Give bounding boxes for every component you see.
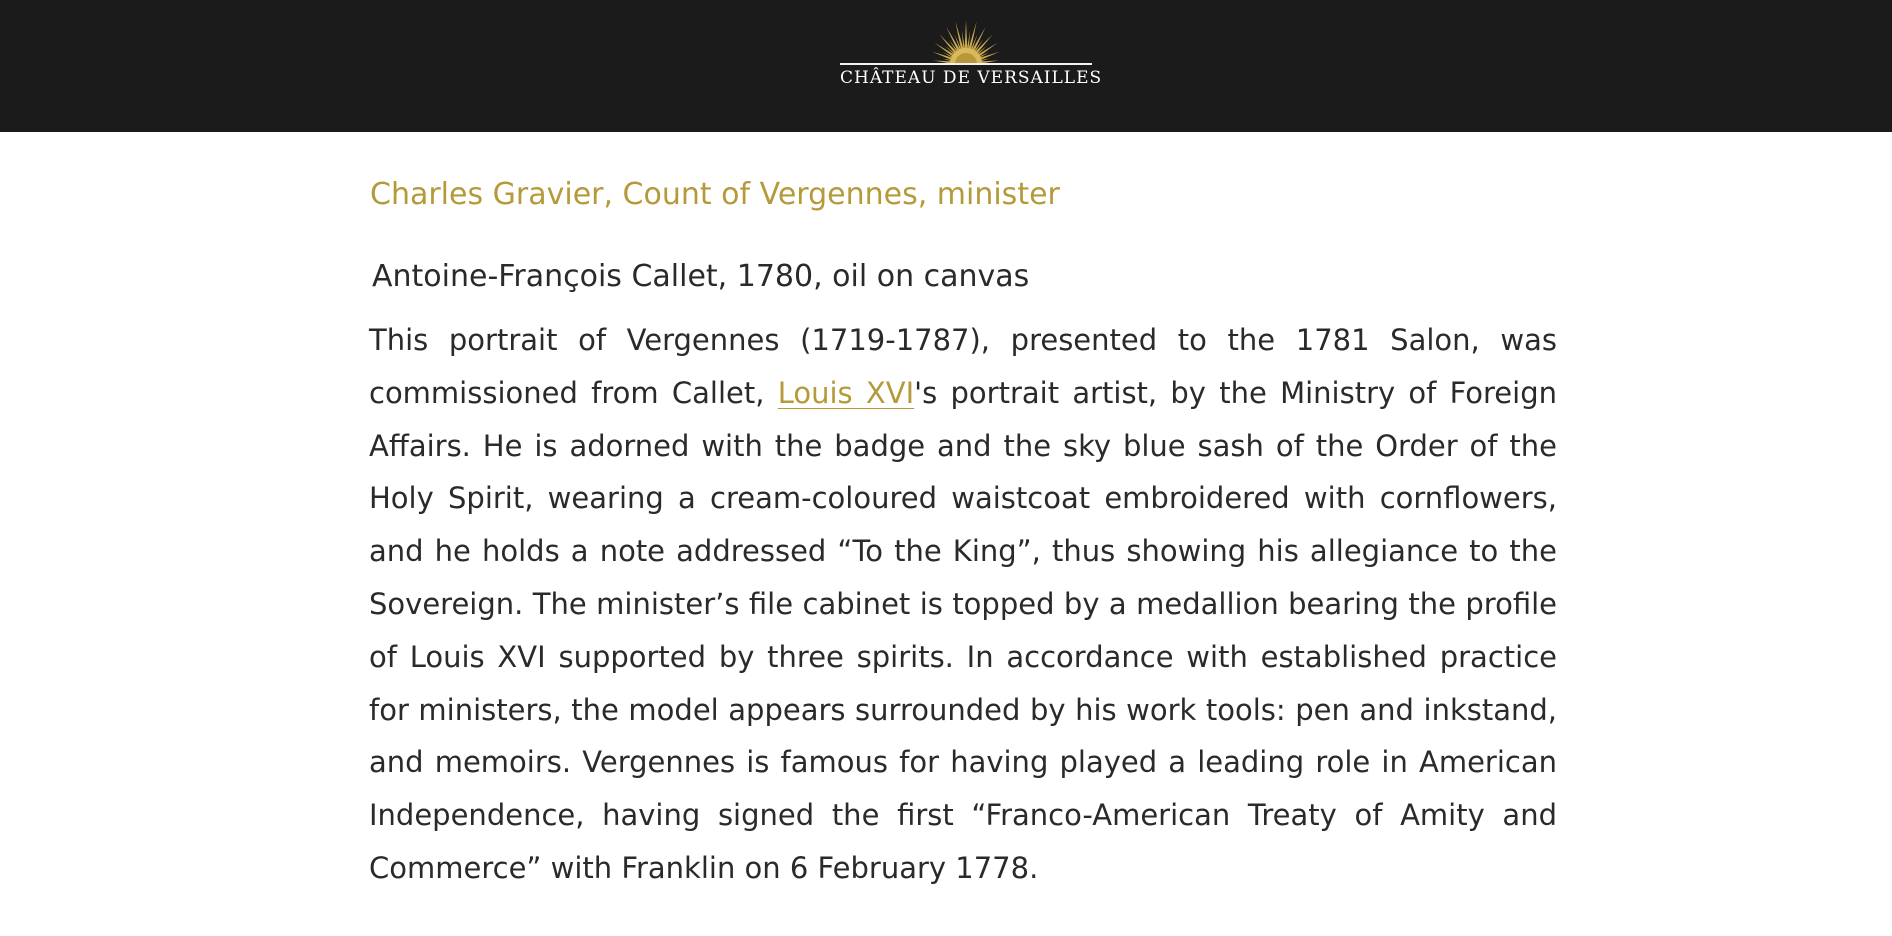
artwork-content bbox=[369, 160, 1557, 895]
louis-xvi-link[interactable]: Louis XVI bbox=[777, 375, 915, 410]
description-text-start: This portrait of Vergennes (1719-1787), presented to the 1781 Salon, was commissioned from Callet, bbox=[369, 323, 1557, 410]
description-text-end: 's portrait artist, by the Ministry of Foreign Affairs. He is adorned with the badge and the sky blue sash of the Order of the Holy Spirit, wearing a cream-coloured waistcoat embroidered with cornflowers, and he holds a note addressed “To the King”, thus showing his allegiance to the Sovereign. The minister’s file cabinet is topped by a medallion bearing the profile of Louis XVI supported by three spirits. In accordance with established practice for ministers, the model appears surrounded by his work tools: pen and inkstand, and memoirs. Vergennes is famous for having played a leading role in American Independence, having signed the first “Franco-American Treaty of Amity and Commerce” with Franklin on 6 February 1778. bbox=[369, 375, 1557, 885]
logo-wordmark: CHÂTEAU DE VERSAILLES bbox=[840, 68, 1103, 88]
sun-emblem-icon bbox=[920, 18, 1012, 64]
logo-divider bbox=[840, 63, 1092, 65]
site-header bbox=[0, 0, 1892, 132]
chateau-de-versailles-logo[interactable] bbox=[840, 18, 1103, 90]
artwork-title: Charles Gravier, Count of Vergennes, minister bbox=[370, 177, 1060, 212]
artwork-description bbox=[369, 314, 1557, 895]
artwork-attribution: Antoine-François Callet, 1780, oil on canvas bbox=[372, 259, 1030, 294]
